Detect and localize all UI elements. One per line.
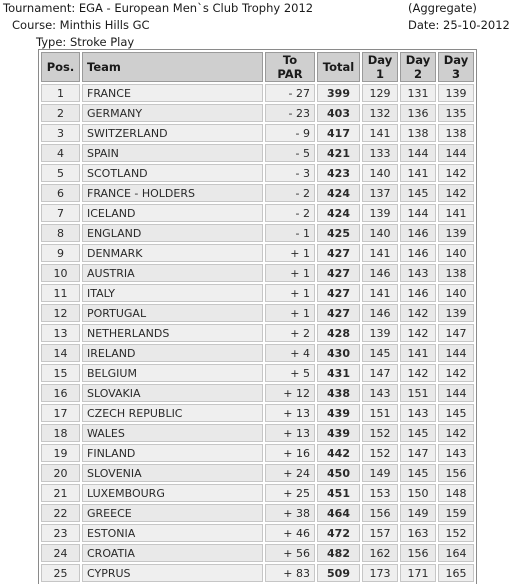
to-par-cell: + 4 bbox=[265, 344, 315, 362]
table-row bbox=[41, 104, 474, 122]
team-name-cell: SLOVAKIA bbox=[82, 384, 263, 402]
total-score-cell: 427 bbox=[317, 304, 360, 322]
table-row bbox=[41, 264, 474, 282]
day-2-score-cell: 145 bbox=[400, 424, 436, 442]
position-cell: 5 bbox=[41, 164, 80, 182]
team-name-cell: DENMARK bbox=[82, 244, 263, 262]
to-par-cell: - 1 bbox=[265, 224, 315, 242]
total-score-cell: 450 bbox=[317, 464, 360, 482]
total-score-cell: 439 bbox=[317, 424, 360, 442]
total-score-cell: 509 bbox=[317, 564, 360, 582]
day-3-score-cell: 138 bbox=[438, 124, 474, 142]
position-cell: 6 bbox=[41, 184, 80, 202]
day-3-score-cell: 141 bbox=[438, 204, 474, 222]
team-name-cell: WALES bbox=[82, 424, 263, 442]
team-name-cell: FINLAND bbox=[82, 444, 263, 462]
total-score-cell: 430 bbox=[317, 344, 360, 362]
day-3-score-cell: 148 bbox=[438, 484, 474, 502]
team-name-cell: PORTUGAL bbox=[82, 304, 263, 322]
day-2-score-cell: 141 bbox=[400, 164, 436, 182]
team-name-cell: ENGLAND bbox=[82, 224, 263, 242]
day-3-score-cell: 140 bbox=[438, 244, 474, 262]
day-2-score-cell: 145 bbox=[400, 464, 436, 482]
day-2-score-cell: 147 bbox=[400, 444, 436, 462]
day-1-score-cell: 141 bbox=[362, 284, 398, 302]
position-cell: 18 bbox=[41, 424, 80, 442]
table-row bbox=[41, 344, 474, 362]
day-3-score-cell: 135 bbox=[438, 104, 474, 122]
day-1-score-cell: 132 bbox=[362, 104, 398, 122]
to-par-cell: - 9 bbox=[265, 124, 315, 142]
team-name-cell: CYPRUS bbox=[82, 564, 263, 582]
table-row bbox=[41, 324, 474, 342]
team-name-cell: NETHERLANDS bbox=[82, 324, 263, 342]
day-2-score-cell: 150 bbox=[400, 484, 436, 502]
day-1-score-cell: 141 bbox=[362, 124, 398, 142]
table-row bbox=[41, 564, 474, 582]
team-name-cell: GERMANY bbox=[82, 104, 263, 122]
column-header-day-3: Day 3 bbox=[438, 52, 474, 82]
day-2-score-cell: 171 bbox=[400, 564, 436, 582]
position-cell: 13 bbox=[41, 324, 80, 342]
day-2-score-cell: 144 bbox=[400, 204, 436, 222]
position-cell: 11 bbox=[41, 284, 80, 302]
table-row bbox=[41, 484, 474, 502]
day-1-score-cell: 153 bbox=[362, 484, 398, 502]
day-1-score-cell: 139 bbox=[362, 204, 398, 222]
day-2-score-cell: 144 bbox=[400, 144, 436, 162]
table-row bbox=[41, 284, 474, 302]
day-2-score-cell: 143 bbox=[400, 404, 436, 422]
table-row bbox=[41, 244, 474, 262]
team-name-cell: IRELAND bbox=[82, 344, 263, 362]
day-2-score-cell: 143 bbox=[400, 264, 436, 282]
total-score-cell: 428 bbox=[317, 324, 360, 342]
position-cell: 24 bbox=[41, 544, 80, 562]
day-1-score-cell: 133 bbox=[362, 144, 398, 162]
total-score-cell: 424 bbox=[317, 184, 360, 202]
position-cell: 14 bbox=[41, 344, 80, 362]
total-score-cell: 482 bbox=[317, 544, 360, 562]
to-par-cell: + 2 bbox=[265, 324, 315, 342]
day-1-score-cell: 143 bbox=[362, 384, 398, 402]
day-3-score-cell: 152 bbox=[438, 524, 474, 542]
position-cell: 1 bbox=[41, 84, 80, 102]
total-score-cell: 472 bbox=[317, 524, 360, 542]
to-par-cell: + 25 bbox=[265, 484, 315, 502]
position-cell: 21 bbox=[41, 484, 80, 502]
team-name-cell: ICELAND bbox=[82, 204, 263, 222]
day-1-score-cell: 147 bbox=[362, 364, 398, 382]
table-row bbox=[41, 384, 474, 402]
column-header-team: Team bbox=[82, 52, 263, 82]
table-row bbox=[41, 424, 474, 442]
table-row bbox=[41, 364, 474, 382]
course-label: Course: Minthis Hills GC bbox=[12, 18, 150, 32]
day-3-score-cell: 156 bbox=[438, 464, 474, 482]
type-label: Type: Stroke Play bbox=[36, 35, 135, 49]
table-row bbox=[41, 224, 474, 242]
position-cell: 9 bbox=[41, 244, 80, 262]
day-1-score-cell: 156 bbox=[362, 504, 398, 522]
table-row bbox=[41, 84, 474, 102]
table-row bbox=[41, 444, 474, 462]
total-score-cell: 417 bbox=[317, 124, 360, 142]
day-1-score-cell: 149 bbox=[362, 464, 398, 482]
day-1-score-cell: 151 bbox=[362, 404, 398, 422]
team-name-cell: ESTONIA bbox=[82, 524, 263, 542]
position-cell: 12 bbox=[41, 304, 80, 322]
day-2-score-cell: 151 bbox=[400, 384, 436, 402]
day-2-score-cell: 146 bbox=[400, 244, 436, 262]
position-cell: 17 bbox=[41, 404, 80, 422]
table-row bbox=[41, 184, 474, 202]
day-1-score-cell: 146 bbox=[362, 304, 398, 322]
position-cell: 15 bbox=[41, 364, 80, 382]
position-cell: 10 bbox=[41, 264, 80, 282]
total-score-cell: 421 bbox=[317, 144, 360, 162]
day-1-score-cell: 139 bbox=[362, 324, 398, 342]
team-name-cell: CZECH REPUBLIC bbox=[82, 404, 263, 422]
to-par-cell: + 38 bbox=[265, 504, 315, 522]
position-cell: 2 bbox=[41, 104, 80, 122]
total-score-cell: 423 bbox=[317, 164, 360, 182]
team-name-cell: FRANCE - HOLDERS bbox=[82, 184, 263, 202]
day-1-score-cell: 140 bbox=[362, 224, 398, 242]
total-score-cell: 399 bbox=[317, 84, 360, 102]
to-par-cell: + 13 bbox=[265, 404, 315, 422]
total-score-cell: 425 bbox=[317, 224, 360, 242]
day-2-score-cell: 141 bbox=[400, 344, 436, 362]
day-3-score-cell: 142 bbox=[438, 184, 474, 202]
total-score-cell: 464 bbox=[317, 504, 360, 522]
to-par-cell: + 83 bbox=[265, 564, 315, 582]
day-2-score-cell: 156 bbox=[400, 544, 436, 562]
day-3-score-cell: 147 bbox=[438, 324, 474, 342]
to-par-cell: + 5 bbox=[265, 364, 315, 382]
team-name-cell: CROATIA bbox=[82, 544, 263, 562]
day-1-score-cell: 137 bbox=[362, 184, 398, 202]
to-par-cell: + 1 bbox=[265, 244, 315, 262]
total-score-cell: 427 bbox=[317, 284, 360, 302]
to-par-cell: + 1 bbox=[265, 284, 315, 302]
day-3-score-cell: 142 bbox=[438, 424, 474, 442]
table-row bbox=[41, 144, 474, 162]
position-cell: 3 bbox=[41, 124, 80, 142]
table-row bbox=[41, 504, 474, 522]
to-par-cell: - 5 bbox=[265, 144, 315, 162]
table-row bbox=[41, 164, 474, 182]
total-score-cell: 442 bbox=[317, 444, 360, 462]
date-label: Date: 25-10-2012 bbox=[408, 18, 510, 32]
position-cell: 8 bbox=[41, 224, 80, 242]
table-header-row bbox=[41, 52, 474, 82]
to-par-cell: - 27 bbox=[265, 84, 315, 102]
team-name-cell: GREECE bbox=[82, 504, 263, 522]
team-name-cell: BELGIUM bbox=[82, 364, 263, 382]
table-row bbox=[41, 544, 474, 562]
day-3-score-cell: 144 bbox=[438, 384, 474, 402]
team-name-cell: SWITZERLAND bbox=[82, 124, 263, 142]
table-row bbox=[41, 204, 474, 222]
day-2-score-cell: 149 bbox=[400, 504, 436, 522]
day-3-score-cell: 164 bbox=[438, 544, 474, 562]
column-header-pos: Pos. bbox=[41, 52, 80, 82]
day-2-score-cell: 146 bbox=[400, 224, 436, 242]
team-name-cell: SLOVENIA bbox=[82, 464, 263, 482]
to-par-cell: - 2 bbox=[265, 184, 315, 202]
day-1-score-cell: 162 bbox=[362, 544, 398, 562]
day-1-score-cell: 145 bbox=[362, 344, 398, 362]
team-name-cell: ITALY bbox=[82, 284, 263, 302]
day-2-score-cell: 145 bbox=[400, 184, 436, 202]
day-3-score-cell: 144 bbox=[438, 144, 474, 162]
day-3-score-cell: 139 bbox=[438, 84, 474, 102]
to-par-cell: - 2 bbox=[265, 204, 315, 222]
day-1-score-cell: 157 bbox=[362, 524, 398, 542]
day-3-score-cell: 138 bbox=[438, 264, 474, 282]
total-score-cell: 424 bbox=[317, 204, 360, 222]
day-3-score-cell: 139 bbox=[438, 224, 474, 242]
day-3-score-cell: 142 bbox=[438, 164, 474, 182]
position-cell: 19 bbox=[41, 444, 80, 462]
table-row bbox=[41, 124, 474, 142]
total-score-cell: 451 bbox=[317, 484, 360, 502]
day-2-score-cell: 131 bbox=[400, 84, 436, 102]
aggregate-label: (Aggregate) bbox=[408, 1, 477, 15]
team-name-cell: LUXEMBOURG bbox=[82, 484, 263, 502]
day-3-score-cell: 142 bbox=[438, 364, 474, 382]
column-header-day-1: Day 1 bbox=[362, 52, 398, 82]
total-score-cell: 403 bbox=[317, 104, 360, 122]
to-par-cell: - 23 bbox=[265, 104, 315, 122]
day-3-score-cell: 145 bbox=[438, 404, 474, 422]
day-3-score-cell: 143 bbox=[438, 444, 474, 462]
day-2-score-cell: 142 bbox=[400, 304, 436, 322]
position-cell: 23 bbox=[41, 524, 80, 542]
position-cell: 25 bbox=[41, 564, 80, 582]
tournament-label: Tournament: EGA - European Men`s Club Trophy 2012 bbox=[3, 1, 314, 15]
day-3-score-cell: 165 bbox=[438, 564, 474, 582]
total-score-cell: 431 bbox=[317, 364, 360, 382]
column-header-to-par: To PAR bbox=[265, 52, 315, 82]
total-score-cell: 439 bbox=[317, 404, 360, 422]
team-name-cell: SCOTLAND bbox=[82, 164, 263, 182]
to-par-cell: + 46 bbox=[265, 524, 315, 542]
total-score-cell: 438 bbox=[317, 384, 360, 402]
to-par-cell: + 13 bbox=[265, 424, 315, 442]
day-2-score-cell: 146 bbox=[400, 284, 436, 302]
table-row bbox=[41, 404, 474, 422]
day-1-score-cell: 152 bbox=[362, 444, 398, 462]
position-cell: 16 bbox=[41, 384, 80, 402]
day-1-score-cell: 146 bbox=[362, 264, 398, 282]
column-header-total: Total bbox=[317, 52, 360, 82]
total-score-cell: 427 bbox=[317, 264, 360, 282]
day-3-score-cell: 140 bbox=[438, 284, 474, 302]
day-2-score-cell: 163 bbox=[400, 524, 436, 542]
position-cell: 22 bbox=[41, 504, 80, 522]
table-row bbox=[41, 464, 474, 482]
to-par-cell: + 12 bbox=[265, 384, 315, 402]
to-par-cell: + 16 bbox=[265, 444, 315, 462]
position-cell: 4 bbox=[41, 144, 80, 162]
team-name-cell: SPAIN bbox=[82, 144, 263, 162]
day-3-score-cell: 144 bbox=[438, 344, 474, 362]
results-table bbox=[39, 50, 476, 584]
day-1-score-cell: 140 bbox=[362, 164, 398, 182]
day-2-score-cell: 138 bbox=[400, 124, 436, 142]
day-2-score-cell: 142 bbox=[400, 364, 436, 382]
position-cell: 7 bbox=[41, 204, 80, 222]
total-score-cell: 427 bbox=[317, 244, 360, 262]
to-par-cell: + 56 bbox=[265, 544, 315, 562]
day-1-score-cell: 173 bbox=[362, 564, 398, 582]
day-2-score-cell: 136 bbox=[400, 104, 436, 122]
column-header-day-2: Day 2 bbox=[400, 52, 436, 82]
day-1-score-cell: 152 bbox=[362, 424, 398, 442]
team-name-cell: AUSTRIA bbox=[82, 264, 263, 282]
to-par-cell: + 1 bbox=[265, 304, 315, 322]
to-par-cell: + 1 bbox=[265, 264, 315, 282]
day-2-score-cell: 142 bbox=[400, 324, 436, 342]
table-row bbox=[41, 304, 474, 322]
day-1-score-cell: 129 bbox=[362, 84, 398, 102]
team-name-cell: FRANCE bbox=[82, 84, 263, 102]
day-3-score-cell: 159 bbox=[438, 504, 474, 522]
day-3-score-cell: 139 bbox=[438, 304, 474, 322]
to-par-cell: - 3 bbox=[265, 164, 315, 182]
day-1-score-cell: 141 bbox=[362, 244, 398, 262]
position-cell: 20 bbox=[41, 464, 80, 482]
table-row bbox=[41, 524, 474, 542]
to-par-cell: + 24 bbox=[265, 464, 315, 482]
